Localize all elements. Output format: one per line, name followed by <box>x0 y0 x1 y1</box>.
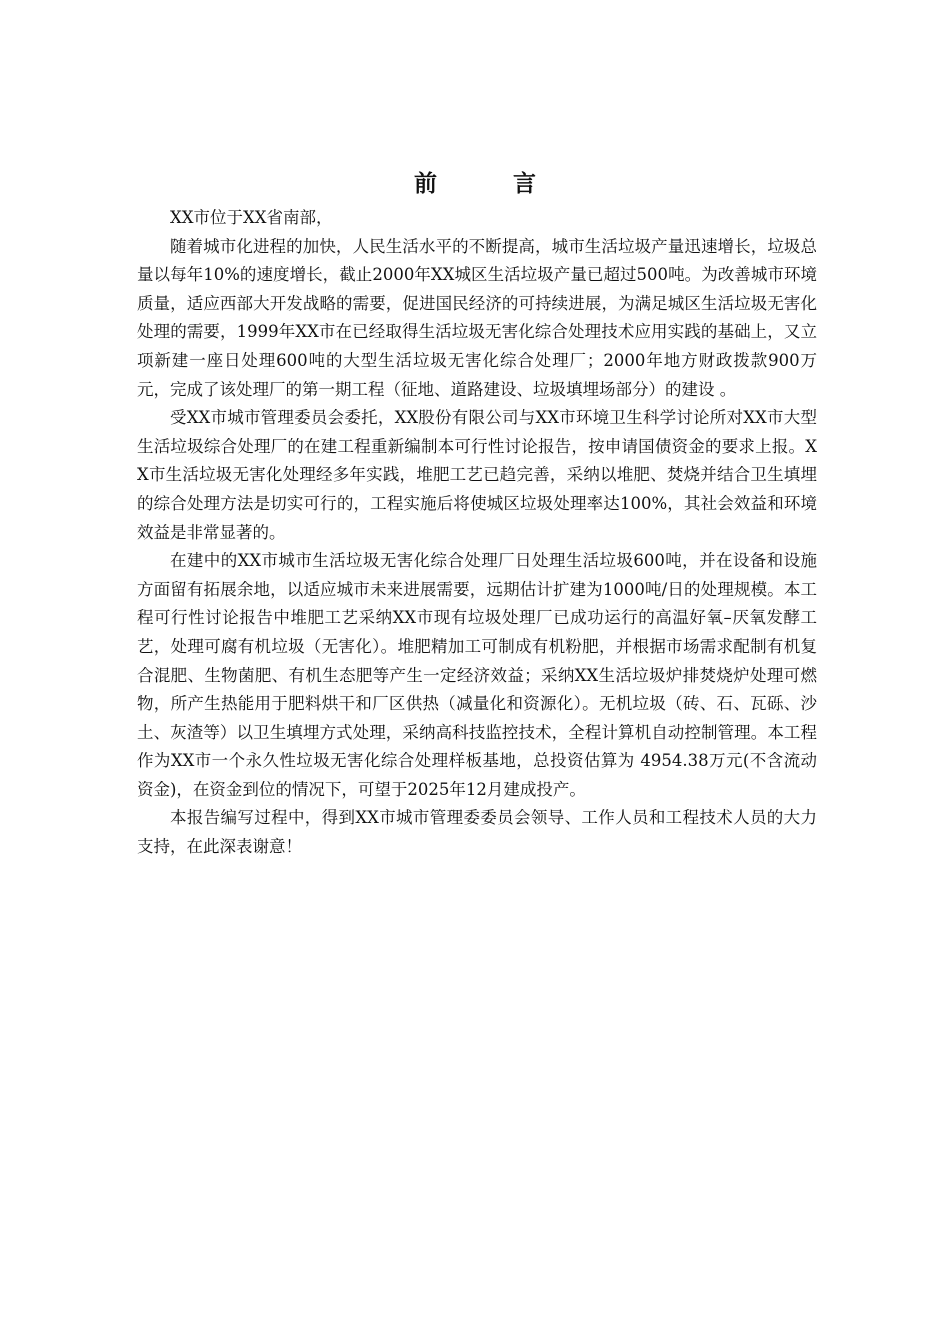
paragraph-acknowledgement: 本报告编写过程中，得到XX市城市管理委委员会领导、工作人员和工程技术人员的大力支持，在此深表谢意！ <box>137 808 817 857</box>
page-title: 前 言 <box>413 170 570 197</box>
paragraph-project-details: 在建中的XX市城市生活垃圾无害化综合处理厂日处理生活垃圾600吨，并在设备和设施方面留有拓展余地，以适应城市未来进展需要，远期估计扩建为1000吨/日的处理规模。本工程可行性讨论报告中堆肥工艺采纳XX市现有垃圾处理厂已成功运行的高温好氧–厌氧发酵工艺，处理可腐有机垃圾（无害化）。堆肥精加工可制成有机粉肥，并根据市场需求配制有机复合混肥、生物菌肥、有机生态肥等产生一定经济效益；采纳XX生活垃圾炉排焚烧炉处理可燃物，所产生热能用于肥料烘干和厂区供热（减量化和资源化）。无机垃圾（砖、石、瓦砾、沙土、灰渣等）以卫生填埋方式处理，采纳高科技监控技术，全程计算机自动控制管理。本工程作为XX市一个永久性垃圾无害化综合处理样板基地，总投资估算为 4954.38万元(不含流动资金)，在资金到位的情况下，可望于2025年12月建成投产。 <box>137 551 817 799</box>
paragraph-background: 随着城市化进程的加快，人民生活水平的不断提高，城市生活垃圾产量迅速增长，垃圾总量以每年10%的速度增长，截止2000年XX城区生活垃圾产量已超过500吨。为改善城市环境质量，适应西部大开发战略的需要，促进国民经济的可持续进展，为满足城区生活垃圾无害化处理的需要，1999年XX市在已经取得生活垃圾无害化综合处理技术应用实践的基础上，又立项新建一座日处理600吨的大型生活垃圾无害化综合处理厂；2000年地方财政拨款900万元，完成了该处理厂的第一期工程（征地、道路建设、垃圾填埋场部分）的建设 。 <box>137 236 817 399</box>
paragraph-intro: XX市位于XX省南部， <box>170 208 333 227</box>
document-body <box>137 204 817 862</box>
paragraph-commission: 受XX市城市管理委员会委托，XX股份有限公司与XX市环境卫生科学讨论所对XX市大型生活垃圾综合处理厂的在建工程重新编制本可行性讨论报告，按申请国债资金的要求上报。XX市生活垃圾无害化处理经多年实践，堆肥工艺已趋完善，采纳以堆肥、焚烧并结合卫生填埋的综合处理方法是切实可行的，工程实施后将使城区垃圾处理率达100%，其社会效益和环境效益是非常显著的。 <box>137 408 817 542</box>
